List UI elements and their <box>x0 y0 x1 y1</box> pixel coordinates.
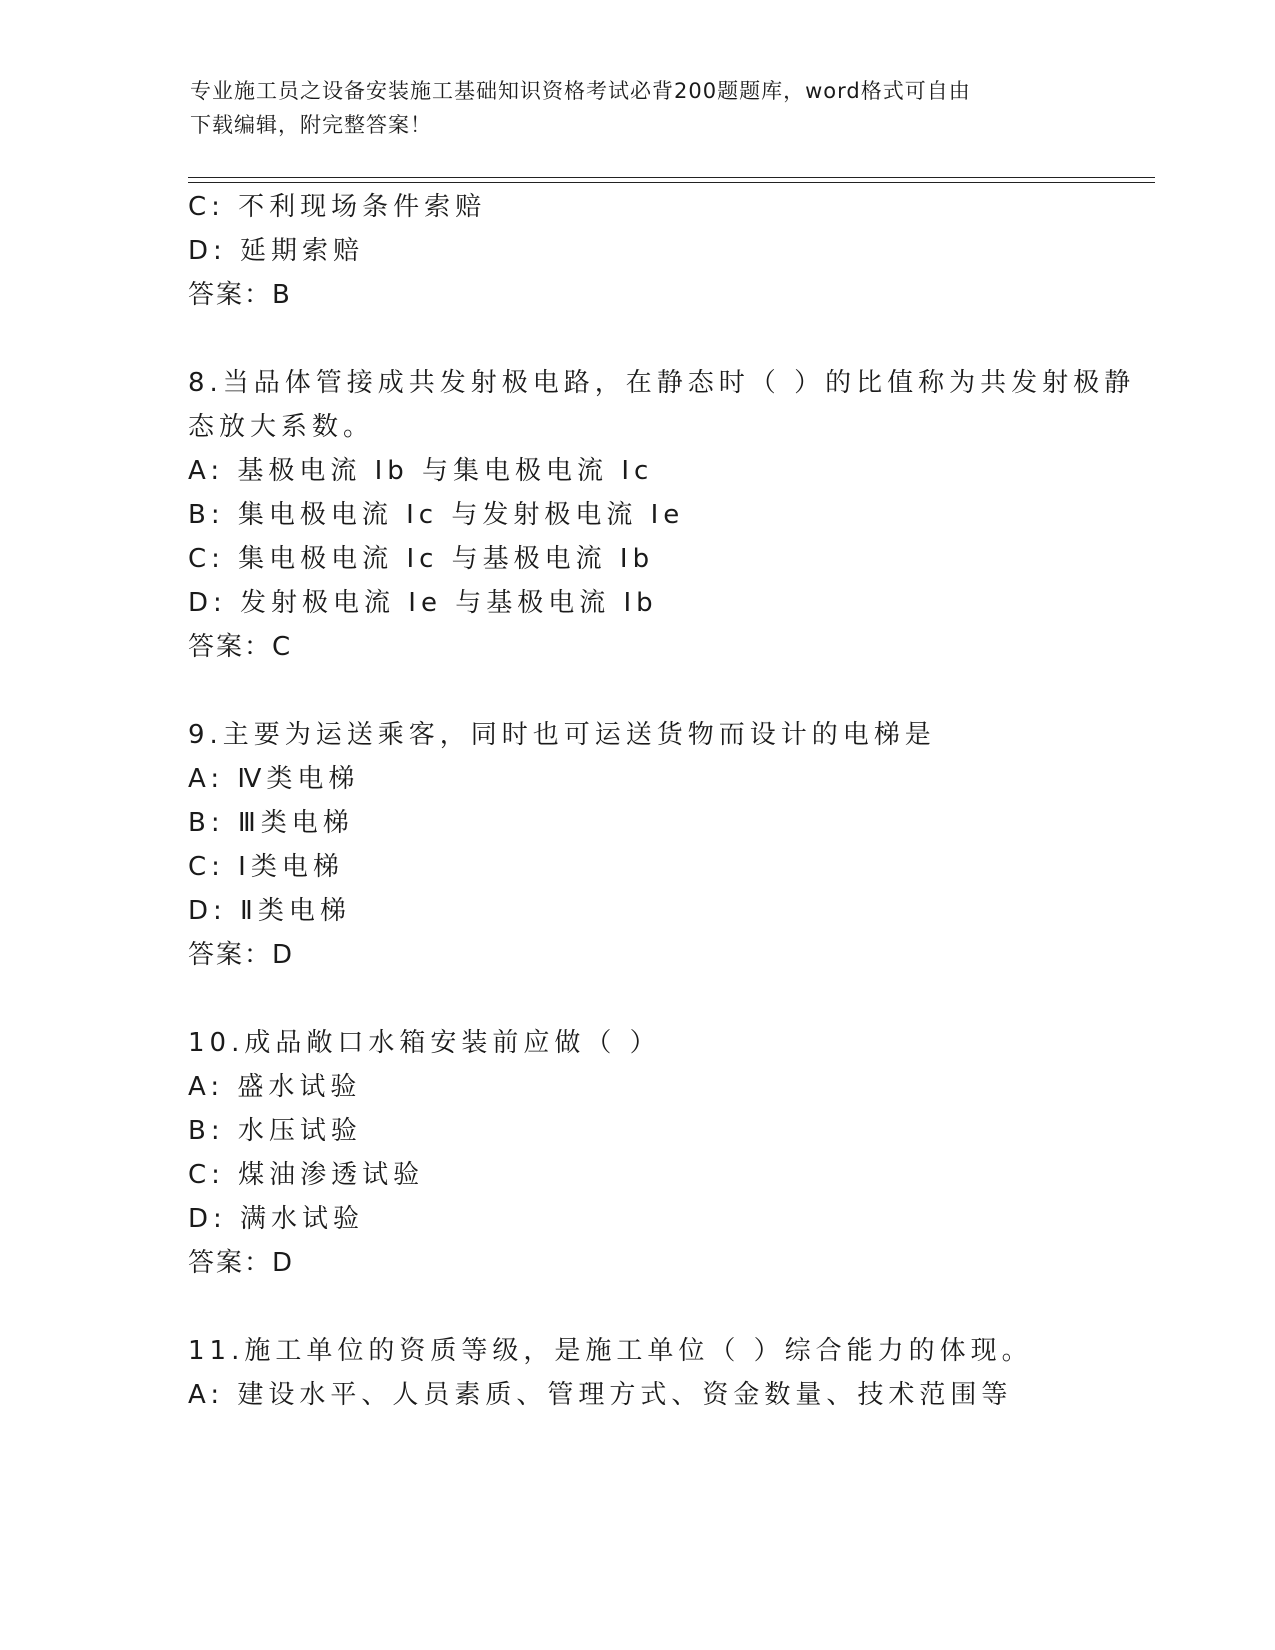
q8-option-a: A: 基极电流 Ib 与集电极电流 Ic <box>188 456 654 486</box>
q11-stem: 11.施工单位的资质等级，是施工单位（ ）综合能力的体现。 <box>188 1336 1033 1366</box>
q10-answer: 答案：D <box>188 1248 295 1278</box>
q8-answer: 答案：C <box>188 632 293 662</box>
q9-option-d: D: Ⅱ类电梯 <box>188 896 351 926</box>
q10-option-d: D: 满水试验 <box>188 1204 365 1234</box>
q9-answer: 答案：D <box>188 940 295 970</box>
q9-option-b: B: Ⅲ类电梯 <box>188 808 354 838</box>
q10-option-a: A: 盛水试验 <box>188 1072 362 1102</box>
q10-option-c: C: 煤油渗透试验 <box>188 1160 425 1190</box>
header-divider-bottom <box>188 182 1155 183</box>
header-title-line-2: 下载编辑，附完整答案！ <box>190 113 432 137</box>
q8-option-b: B: 集电极电流 Ic 与发射极电流 Ie <box>188 500 685 530</box>
q8-stem-line-1: 8.当品体管接成共发射极电路，在静态时（ ）的比值称为共发射极静 <box>188 368 1136 398</box>
q10-option-b: B: 水压试验 <box>188 1116 362 1146</box>
q7-option-c: C: 不利现场条件索赔 <box>188 192 487 222</box>
document-header <box>190 74 1090 142</box>
q7-answer: 答案：B <box>188 280 292 310</box>
q8-option-c: C: 集电极电流 Ic 与基极电流 Ib <box>188 544 655 574</box>
q7-option-d: D: 延期索赔 <box>188 236 365 266</box>
q10-stem: 10.成品敞口水箱安装前应做（ ） <box>188 1028 661 1058</box>
q11-option-a: A: 建设水平、人员素质、管理方式、资金数量、技术范围等 <box>188 1380 1013 1410</box>
q9-option-a: A: Ⅳ类电梯 <box>188 764 360 794</box>
q9-stem: 9.主要为运送乘客，同时也可运送货物而设计的电梯是 <box>188 720 936 750</box>
header-title-line-1: 专业施工员之设备安装施工基础知识资格考试必背200题题库，word格式可自由 <box>190 79 971 103</box>
q9-option-c: C: Ⅰ类电梯 <box>188 852 344 882</box>
header-divider-top <box>188 177 1155 178</box>
q8-option-d: D: 发射极电流 Ie 与基极电流 Ib <box>188 588 658 618</box>
q8-stem-line-2: 态放大系数。 <box>188 412 375 442</box>
